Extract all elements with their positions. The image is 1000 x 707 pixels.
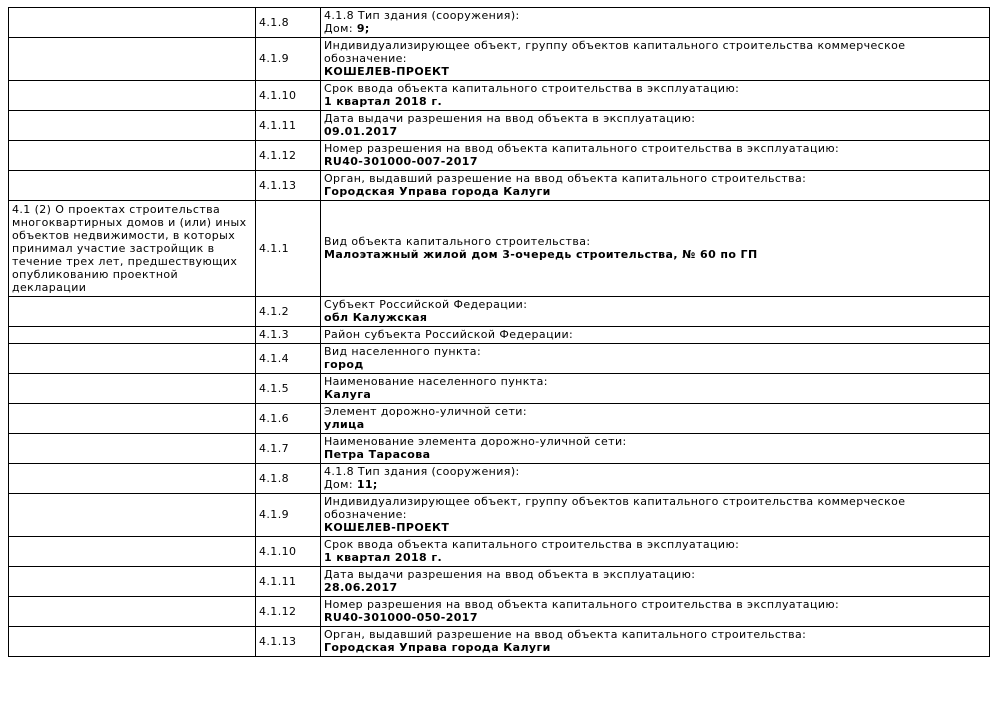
empty-section-cell	[9, 111, 256, 141]
field-value: Петра Тарасова	[324, 448, 431, 461]
row-number-cell	[256, 297, 321, 327]
field-value: обл Калужская	[324, 311, 428, 324]
field-label: Орган, выдавший разрешение на ввод объекта капитального строительства:	[324, 172, 807, 185]
row-number-cell	[256, 374, 321, 404]
row-content-cell	[321, 374, 990, 404]
table-row	[9, 494, 990, 537]
empty-section-cell	[9, 464, 256, 494]
field-value-line	[324, 448, 986, 461]
table-row	[9, 434, 990, 464]
empty-section-cell	[9, 404, 256, 434]
field-value: RU40-301000-007-2017	[324, 155, 478, 168]
row-number-cell	[256, 344, 321, 374]
field-label: Номер разрешения на ввод объекта капитального строительства в эксплуатацию:	[324, 598, 840, 611]
field-value: улица	[324, 418, 365, 431]
field-value-line	[324, 581, 986, 594]
field-label: Срок ввода объекта капитального строительства в эксплуатацию:	[324, 538, 740, 551]
field-label: Элемент дорожно-уличной сети:	[324, 405, 527, 418]
field-label: Срок ввода объекта капитального строительства в эксплуатацию:	[324, 82, 740, 95]
row-content-cell	[321, 297, 990, 327]
table-row	[9, 567, 990, 597]
field-label: 4.1.8 Тип здания (сооружения):	[324, 9, 520, 22]
empty-section-cell	[9, 627, 256, 657]
row-number: 4.1.13	[259, 178, 297, 192]
table-row	[9, 327, 990, 344]
field-value-line	[324, 358, 986, 371]
row-number: 4.1.12	[259, 148, 297, 162]
row-content-cell	[321, 464, 990, 494]
field-value: 1 квартал 2018 г.	[324, 95, 443, 108]
field-label: Наименование населенного пункта:	[324, 375, 548, 388]
field-value: 11;	[356, 478, 378, 491]
row-content-cell	[321, 344, 990, 374]
row-number: 4.1.5	[259, 381, 289, 395]
empty-section-cell	[9, 434, 256, 464]
field-label: Район субъекта Российской Федерации:	[324, 328, 574, 341]
empty-section-cell	[9, 141, 256, 171]
field-value-line	[324, 95, 986, 108]
field-value: Малоэтажный жилой дом 3-очередь строительства, № 60 по ГП	[324, 248, 758, 261]
field-value-prefix: Дом:	[324, 22, 357, 35]
table-row	[9, 111, 990, 141]
field-value-line	[324, 248, 986, 261]
row-number-cell	[256, 8, 321, 38]
row-number-cell	[256, 38, 321, 81]
empty-section-cell	[9, 327, 256, 344]
row-number-cell	[256, 537, 321, 567]
table-row	[9, 171, 990, 201]
row-number: 4.1.3	[259, 328, 289, 341]
row-content-cell	[321, 201, 990, 297]
row-number-cell	[256, 327, 321, 344]
row-number: 4.1.11	[259, 574, 297, 588]
empty-section-cell	[9, 374, 256, 404]
field-value: КОШЕЛЕВ-ПРОЕКТ	[324, 65, 450, 78]
field-label: Индивидуализирующее объект, группу объектов капитального строительства коммерческое обозначение:	[324, 39, 906, 65]
field-label: Дата выдачи разрешения на ввод объекта в эксплуатацию:	[324, 112, 696, 125]
row-number-cell	[256, 494, 321, 537]
field-value-line	[324, 478, 986, 491]
field-value-line	[324, 418, 986, 431]
table-row	[9, 374, 990, 404]
field-value-line	[324, 125, 986, 138]
table-row	[9, 201, 990, 297]
field-value-line	[324, 611, 986, 624]
row-content-cell	[321, 38, 990, 81]
field-value-line	[324, 22, 986, 35]
section-label-cell	[9, 201, 256, 297]
field-value: город	[324, 358, 364, 371]
table-row	[9, 297, 990, 327]
row-number: 4.1.1	[259, 241, 289, 255]
field-value-line	[324, 185, 986, 198]
field-label: Дата выдачи разрешения на ввод объекта в эксплуатацию:	[324, 568, 696, 581]
field-value: 9;	[356, 22, 370, 35]
row-number: 4.1.6	[259, 411, 289, 425]
empty-section-cell	[9, 81, 256, 111]
field-value: Городская Управа города Калуги	[324, 185, 551, 198]
field-value: Калуга	[324, 388, 372, 401]
row-content-cell	[321, 537, 990, 567]
row-content-cell	[321, 404, 990, 434]
empty-section-cell	[9, 8, 256, 38]
row-number: 4.1.11	[259, 118, 297, 132]
row-content-cell	[321, 111, 990, 141]
row-number-cell	[256, 434, 321, 464]
project-declaration-table	[8, 7, 990, 657]
table-row	[9, 627, 990, 657]
table-row	[9, 344, 990, 374]
row-number-cell	[256, 597, 321, 627]
field-label: Наименование элемента дорожно-уличной сети:	[324, 435, 627, 448]
table-row	[9, 537, 990, 567]
row-number-cell	[256, 201, 321, 297]
table-body	[9, 8, 990, 657]
empty-section-cell	[9, 38, 256, 81]
row-number-cell	[256, 141, 321, 171]
table-row	[9, 38, 990, 81]
row-number-cell	[256, 171, 321, 201]
field-value-line	[324, 521, 986, 534]
row-number-cell	[256, 81, 321, 111]
row-number: 4.1.4	[259, 351, 289, 365]
field-label: Орган, выдавший разрешение на ввод объекта капитального строительства:	[324, 628, 807, 641]
table-row	[9, 464, 990, 494]
field-value-line	[324, 311, 986, 324]
field-value-line	[324, 388, 986, 401]
field-label: Индивидуализирующее объект, группу объектов капитального строительства коммерческое обозначение:	[324, 495, 906, 521]
empty-section-cell	[9, 297, 256, 327]
row-number: 4.1.2	[259, 304, 289, 318]
row-number-cell	[256, 464, 321, 494]
row-number: 4.1.10	[259, 544, 297, 558]
row-content-cell	[321, 597, 990, 627]
table-row	[9, 404, 990, 434]
field-value-prefix: Дом:	[324, 478, 357, 491]
section-label: 4.1 (2) О проектах строительства многоквартирных домов и (или) иных объектов недвижимости, в которых принимал участие застройщик в течение трех лет, предшествующих опубликованию проектной декларации	[12, 202, 247, 294]
row-content-cell	[321, 434, 990, 464]
row-content-cell	[321, 8, 990, 38]
field-label: Вид объекта капитального строительства:	[324, 235, 591, 248]
field-label: Субъект Российской Федерации:	[324, 298, 528, 311]
row-number: 4.1.10	[259, 88, 297, 102]
field-value-line	[324, 641, 986, 654]
field-value-line	[324, 551, 986, 564]
empty-section-cell	[9, 494, 256, 537]
row-content-cell	[321, 627, 990, 657]
field-label: Вид населенного пункта:	[324, 345, 482, 358]
table-row	[9, 597, 990, 627]
row-number-cell	[256, 111, 321, 141]
row-number: 4.1.8	[259, 15, 289, 29]
empty-section-cell	[9, 344, 256, 374]
field-value: 1 квартал 2018 г.	[324, 551, 443, 564]
row-content-cell	[321, 327, 990, 344]
empty-section-cell	[9, 537, 256, 567]
row-content-cell	[321, 567, 990, 597]
row-number: 4.1.9	[259, 508, 289, 521]
field-value: 28.06.2017	[324, 581, 398, 594]
field-value-line	[324, 65, 986, 78]
field-value: RU40-301000-050-2017	[324, 611, 478, 624]
table-row	[9, 81, 990, 111]
empty-section-cell	[9, 171, 256, 201]
field-label: Номер разрешения на ввод объекта капитального строительства в эксплуатацию:	[324, 142, 840, 155]
field-value: КОШЕЛЕВ-ПРОЕКТ	[324, 521, 450, 534]
field-value-line	[324, 155, 986, 168]
row-number: 4.1.9	[259, 52, 289, 65]
row-number-cell	[256, 404, 321, 434]
field-value: Городская Управа города Калуги	[324, 641, 551, 654]
row-number: 4.1.7	[259, 441, 289, 455]
table-row	[9, 8, 990, 38]
empty-section-cell	[9, 567, 256, 597]
empty-section-cell	[9, 597, 256, 627]
row-content-cell	[321, 81, 990, 111]
row-content-cell	[321, 494, 990, 537]
row-number: 4.1.8	[259, 471, 289, 485]
table-row	[9, 141, 990, 171]
field-label: 4.1.8 Тип здания (сооружения):	[324, 465, 520, 478]
row-content-cell	[321, 171, 990, 201]
row-number-cell	[256, 627, 321, 657]
row-content-cell	[321, 141, 990, 171]
row-number-cell	[256, 567, 321, 597]
field-value: 09.01.2017	[324, 125, 398, 138]
row-number: 4.1.13	[259, 634, 297, 648]
row-number: 4.1.12	[259, 604, 297, 618]
